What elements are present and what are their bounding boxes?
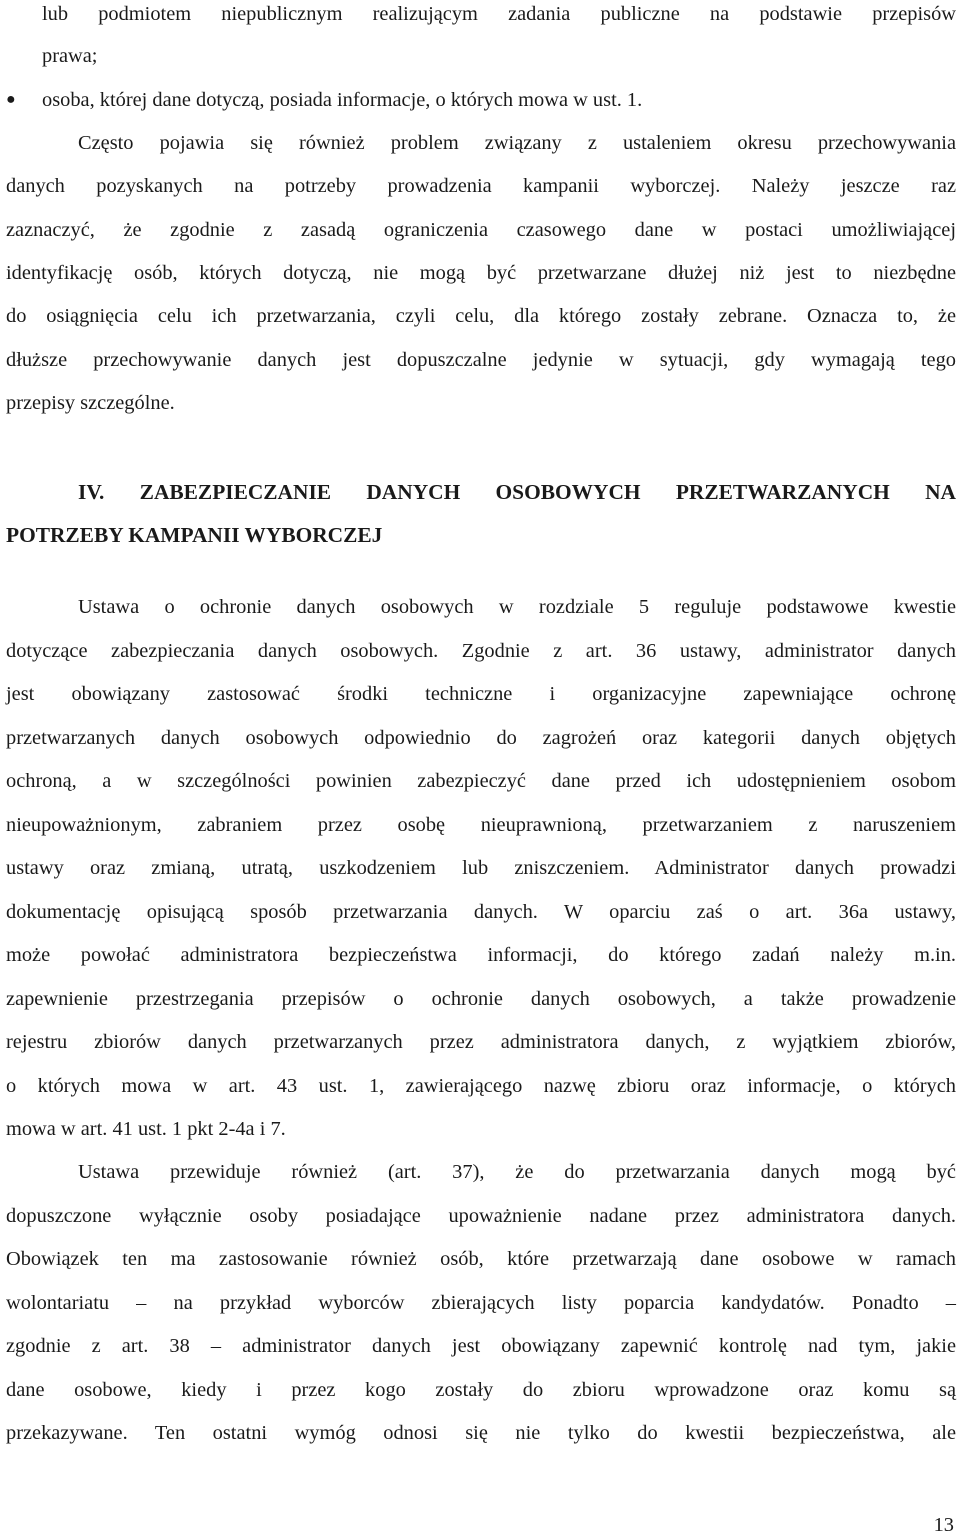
paragraph-line: danych pozyskanych na potrzeby prowadzenia kampanii wyborczej. Należy jeszcze raz bbox=[6, 175, 956, 197]
paragraph-line: dane osobowe, kiedy i przez kogo zostały do zbioru wprowadzone oraz komu są bbox=[6, 1379, 956, 1401]
paragraph-line: ochroną, a w szczególności powinien zabezpieczyć dane przed ich udostępnieniem osobom bbox=[6, 770, 956, 792]
paragraph-line: rejestru zbiorów danych przetwarzanych przez administratora danych, z wyjątkiem zbiorów, bbox=[6, 1031, 956, 1053]
paragraph-line: nieupoważnionym, zabraniem przez osobę nieuprawnioną, przetwarzaniem z naruszeniem bbox=[6, 814, 956, 836]
section-heading-line: IV. ZABEZPIECZANIE DANYCH OSOBOWYCH PRZETWARZANYCH NA bbox=[78, 480, 956, 504]
paragraph-line: do osiągnięcia celu ich przetwarzania, czyli celu, dla którego zostały zebrane. Oznacza to, że bbox=[6, 305, 956, 327]
paragraph-line: o których mowa w art. 43 ust. 1, zawierającego nazwę zbioru oraz informacje, o których bbox=[6, 1075, 956, 1097]
paragraph-line: może powołać administratora bezpieczeństwa informacji, do którego zadań należy m.in. bbox=[6, 944, 956, 966]
paragraph-line: Obowiązek ten ma zastosowanie również osób, które przetwarzają dane osobowe w ramach bbox=[6, 1248, 956, 1270]
paragraph-line: zaznaczyć, że zgodnie z zasadą ograniczenia czasowego dane w postaci umożliwiającej bbox=[6, 219, 956, 241]
paragraph-line: mowa w art. 41 ust. 1 pkt 2-4a i 7. bbox=[6, 1118, 286, 1140]
paragraph-line: przepisy szczególne. bbox=[6, 392, 175, 414]
paragraph-line: Często pojawia się również problem związany z ustaleniem okresu przechowywania bbox=[78, 132, 956, 154]
paragraph-line: dokumentację opisującą sposób przetwarzania danych. W oparciu zaś o art. 36a ustawy, bbox=[6, 901, 956, 923]
paragraph-line: jest obowiązany zastosować środki techniczne i organizacyjne zapewniające ochronę bbox=[6, 683, 956, 705]
section-heading-line: POTRZEBY KAMPANII WYBORCZEJ bbox=[6, 523, 383, 547]
list-item-line: prawa; bbox=[42, 45, 98, 67]
paragraph-line: identyfikację osób, których dotyczą, nie mogą być przetwarzane dłużej niż jest to niezbędne bbox=[6, 262, 956, 284]
paragraph-line: przetwarzanych danych osobowych odpowiednio do zagrożeń oraz kategorii danych objętych bbox=[6, 727, 956, 749]
paragraph-line: dopuszczone wyłącznie osoby posiadające upoważnienie nadane przez administratora danych. bbox=[6, 1205, 956, 1227]
page-number: 13 bbox=[933, 1514, 954, 1536]
document-page bbox=[6, 0, 956, 1537]
paragraph-line: zapewnienie przestrzegania przepisów o ochronie danych osobowych, a także prowadzenie bbox=[6, 988, 956, 1010]
paragraph-line: wolontariatu – na przykład wyborców zbierających listy poparcia kandydatów. Ponadto – bbox=[6, 1292, 956, 1314]
paragraph-line: ustawy oraz zmianą, utratą, uszkodzeniem lub zniszczeniem. Administrator danych prowadzi bbox=[6, 857, 956, 879]
list-item-line: lub podmiotem niepublicznym realizującym zadania publiczne na podstawie przepisów bbox=[42, 3, 956, 25]
paragraph-line: Ustawa o ochronie danych osobowych w rozdziale 5 reguluje podstawowe kwestie bbox=[78, 596, 956, 618]
list-item-line: osoba, której dane dotyczą, posiada informacje, o których mowa w ust. 1. bbox=[42, 89, 643, 111]
paragraph-line: przekazywane. Ten ostatni wymóg odnosi się nie tylko do kwestii bezpieczeństwa, ale bbox=[6, 1422, 956, 1444]
paragraph-line: zgodnie z art. 38 – administrator danych jest obowiązany zapewnić kontrolę nad tym, jakie bbox=[6, 1335, 956, 1357]
paragraph-line: dotyczące zabezpieczania danych osobowych. Zgodnie z art. 36 ustawy, administrator danych bbox=[6, 640, 956, 662]
paragraph-line: Ustawa przewiduje również (art. 37), że do przetwarzania danych mogą być bbox=[78, 1161, 956, 1183]
paragraph-line: dłuższe przechowywanie danych jest dopuszczalne jedynie w sytuacji, gdy wymagają tego bbox=[6, 349, 956, 371]
bullet-icon: ● bbox=[6, 91, 16, 108]
